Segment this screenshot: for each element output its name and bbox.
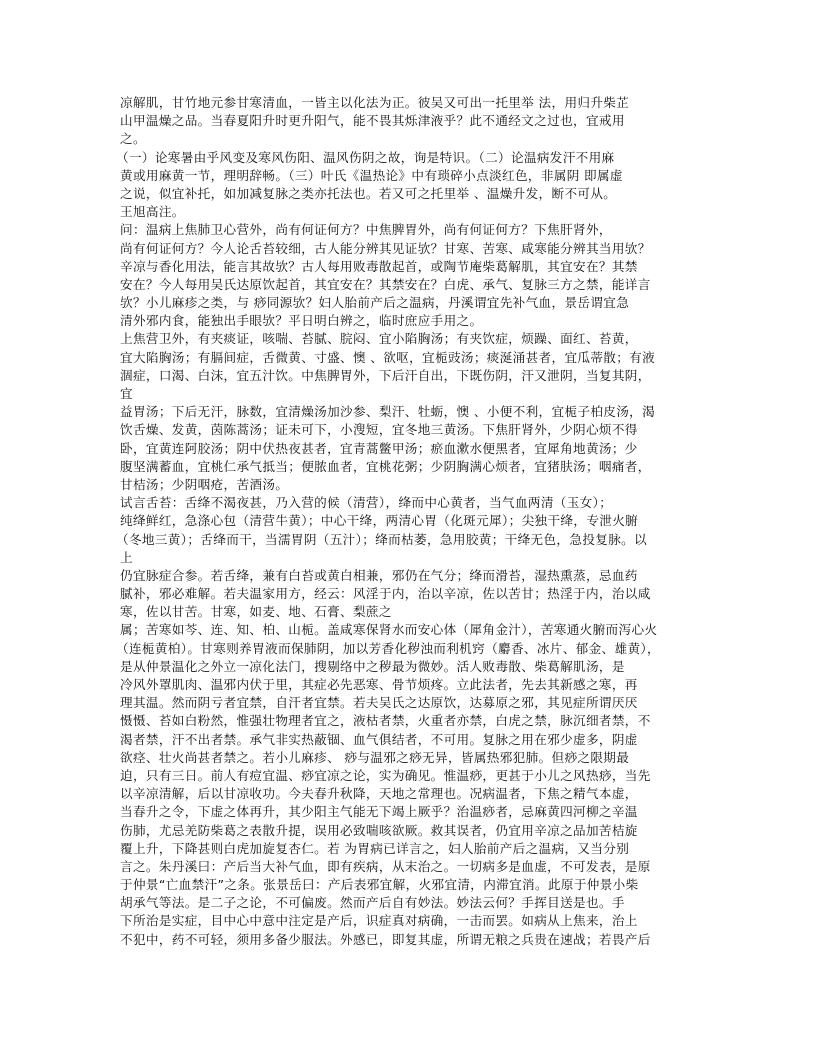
text-line: 尚有何证何方？今人论舌苔较细，古人能分辨其见证欤？甘寒、苦寒、咸寒能分辨其当用欤？: [120, 240, 651, 256]
text-line: 属；苦寒如芩、连、知、柏、山栀。盖咸寒保肾水而安心体（犀角金汁），苦寒通火腑而泻心火: [120, 622, 658, 638]
document-body: [116, 94, 710, 949]
text-line: （一）论寒暑由乎风变及寒风伤阳、温风伤阴之故，询是特识。（二）论温病发汗不用麻: [116, 149, 615, 165]
text-line: 慑慑、苔如白粉然，惟强壮物理者宜之，液枯者禁，火重者亦禁，白虎之禁，脉沉细者禁，不: [120, 713, 651, 729]
text-line: 胡承气等法。是二子之论，不可偏废。然而产后自有妙法。妙法云何？手挥目送是也。手: [120, 895, 625, 911]
text-line: 渴者禁，汗不出者禁。承气非实热蔽锢、血气俱结者，不可用。复脉之用在邪少虚多，阴虚: [120, 731, 638, 747]
text-line: 腻补，邪必难解。若夫温家用方，经云：风淫于内，治以辛凉，佐以苦甘；热淫于内，治以咸: [120, 586, 651, 602]
text-line: 以辛凉清解，后以甘凉收功。今夫春升秋降，天地之常理也。况病温者，下焦之精气本虚，: [120, 786, 638, 802]
text-line: 不犯中，药不可轻，须用多备少服法。外感已，即复其虚，所谓无粮之兵贵在速战；若畏产后: [120, 931, 651, 947]
text-line: 问：温病上焦肺卫心营外，尚有何证何方？中焦脾胃外，尚有何证何方？下焦肝肾外，: [120, 222, 612, 238]
text-line: 腹坚满蓄血，宜桃仁承气抵当；便脓血者，宜桃花粥；少阴胸满心烦者，宜猪肤汤；咽痛者，: [120, 458, 651, 474]
text-line: 试言舌苔：舌绛不渴夜甚，乃入营的候（清营），绛而中心黄者，当气血两清（玉女）；: [120, 495, 613, 511]
text-line: 理其温。然而阴亏者宜禁，自汗者宜禁。若夫吴氏之达原饮，达募原之邪，其见症所谓厌厌: [120, 695, 638, 711]
text-line: 覆上升，下降甚则白虎加旋复杏仁。若 为胃病已详言之，妇人胎前产后之温病，又当分别: [120, 840, 630, 856]
text-line: 下所治是实症，目中心中意中注定是产后，识症真对病确，一击而罢。如病从上焦来，治上: [120, 913, 638, 929]
text-line: 凉解肌，甘竹地元参甘寒清血，一皆主以化法为正。彼吴又可出一托里举 法，用归升柴芷: [120, 95, 630, 110]
text-line: 迫，只有三日。前人有痘宜温、痧宜凉之论，实为确见。惟温痧，更甚于小儿之风热痧，当先: [120, 767, 651, 783]
text-line: 王旭高注。: [120, 204, 185, 220]
text-line: 之说，似宜补托，如加减复脉之类亦托法也。若又可之托里举 、温燥升发，断不可从。: [120, 185, 617, 201]
text-line: 仍宜脉症合参。若舌绛，兼有白苔或黄白相兼，邪仍在气分；绛而滑苔，湿热熏蒸，忌血药: [120, 567, 638, 583]
text-line: 宜: [120, 386, 133, 401]
text-line: 冷风外罩肌肉、温邪内伏于里，其症必先恶寒、骨节烦疼。立此法者，先去其新感之寒，再: [120, 677, 638, 692]
text-line: 山甲温燥之品。当春夏阳升时更升阳气，能不畏其烁津液乎？此不通经文之过也，宜戒用: [120, 113, 625, 129]
text-line: 黄或用麻黄一节，理明辞畅。（三）叶氏《温热论》中有琐碎小点淡红色，非属阴 即属虚: [120, 167, 623, 183]
text-line: 卧，宜黄连阿胶汤；阴中伏热夜甚者，宜青蒿鳖甲汤；瘀血漱水便黑者，宜犀角地黄汤；少: [120, 440, 638, 456]
text-line: 是从仲景温化之外立一凉化法门，搜剔络中之秽最为微妙。活人败毒散、柴葛解肌汤，是: [120, 658, 625, 674]
text-line: 上: [120, 549, 133, 565]
text-line: 甘桔汤；少阴咽疮，苦酒汤。: [120, 476, 289, 492]
text-line: （连栀黄柏）。甘寒则养胃液而保肺阴，加以芳香化秽浊而利机窍（麝香、冰片、郁金、雄黄），: [116, 640, 660, 656]
text-line: 纯绛鲜红，急涤心包（清营牛黄）；中心干绛，两清心胃（化斑元犀）；尖独干绛，专泄火腑: [120, 513, 639, 529]
text-line: 益胃汤；下后无汗，脉数，宜清燥汤加沙参、梨汗、牡蛎，懊 、小便不利，宜栀子柏皮汤，渴: [120, 404, 656, 420]
text-line: 寒，佐以甘苦。甘寒，如麦、地、石膏、梨蔗之: [120, 604, 392, 620]
text-line: 清外邪内食，能独出手眼欤？平日明白辨之，临时庶应手用之。: [120, 313, 483, 329]
text-line: 伤肺，尤忌羌防柴葛之表散升提，误用必致喘咳欲厥。救其误者，仍宜用辛凉之品加苦桔旋: [120, 822, 638, 838]
text-line: 欤？小儿麻疹之类，与 痧同源欤？妇人胎前产后之温病，丹溪谓宜先补气血，景岳谓宜急: [120, 295, 630, 311]
text-line: 宜大陷胸汤；有膈间症，舌微黄、寸盛、懊 、欲呕，宜栀豉汤；痰涎涌甚者，宜瓜蒂散；有液: [120, 349, 656, 365]
text-line: 言之。朱丹溪曰：产后当大补气血，即有疾病，从末治之。一切病多是血虚，不可发表，是原: [120, 858, 651, 874]
text-line: 欲痉、壮火尚甚者禁之。若小儿麻疹、 痧与温邪之痧无异，皆属热邪犯肺。但痧之限期最: [120, 749, 630, 765]
text-line: 安在？今人每用吴氏达原饮起首，其宜安在？其禁安在？白虎、承气、复脉三方之禁，能详言: [120, 276, 651, 292]
text-line: 饮舌燥、发黄，茵陈蒿汤；证未可下，小溲短，宜冬地三黄汤。下焦肝肾外，少阴心烦不得: [120, 422, 638, 438]
text-line: 于仲景“亡血禁汗”之条。张景岳曰：产后表邪宜解，火邪宜清，内滞宜消。此原于仲景小柴: [120, 877, 639, 893]
text-line: 当春升之令，下虚之体再升，其少阳主气能无下竭上厥乎？治温痧者，忌麻黄四河柳之辛温: [120, 804, 638, 820]
text-line: （冬地三黄）；舌绛而干，当濡胃阴（五汁）；绛而枯萎，急用胶黄；干绛无色，急投复脉。以: [116, 531, 648, 547]
text-line: 上焦营卫外，有夹痰证，咳喘、苔腻、脘闷、宜小陷胸汤；有夹饮症，烦躁、面红、苔黄，: [120, 331, 638, 347]
text-line: 涸症，口渴、白沫，宜五汁饮。中焦脾胃外，下后汗自出，下既伤阴，汗又泄阴，当复其阴，: [120, 367, 651, 383]
text-line: 辛凉与香化用法，能言其故欤？古人每用败毒散起首，或陶节庵柴葛解肌，其宜安在？其禁: [120, 258, 638, 274]
text-line: 之。: [120, 131, 146, 147]
